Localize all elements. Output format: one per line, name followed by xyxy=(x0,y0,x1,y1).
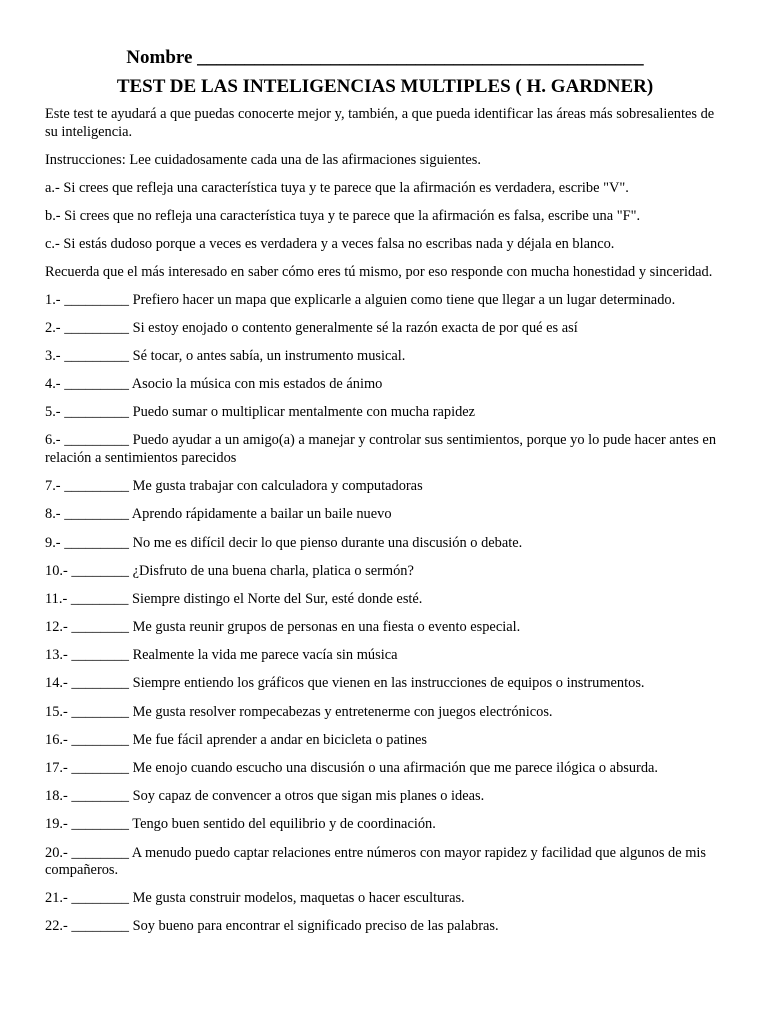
question-text: Me gusta trabajar con calculadora y computadoras xyxy=(132,478,423,495)
question-item xyxy=(45,432,725,467)
question-text: Realmente la vida me parece vacía sin música xyxy=(132,647,398,664)
question-item xyxy=(45,404,725,422)
answer-blank[interactable]: _________ xyxy=(64,404,129,421)
question-item xyxy=(45,845,725,880)
question-text: Puedo sumar o multiplicar mentalmente con mucha rapidez xyxy=(132,404,476,421)
question-number: 3.- xyxy=(45,347,61,364)
question-number: 1.- xyxy=(45,291,61,308)
question-number: 15.- xyxy=(45,703,68,720)
answer-blank[interactable]: ________ xyxy=(71,816,129,833)
question-number: 16.- xyxy=(45,731,68,748)
question-number: 22.- xyxy=(45,918,68,935)
question-text: Soy capaz de convencer a otros que sigan mis planes o ideas. xyxy=(132,788,485,805)
question-number: 9.- xyxy=(45,534,61,551)
answer-blank[interactable]: _________ xyxy=(64,432,129,449)
question-item xyxy=(45,619,725,637)
question-item xyxy=(45,376,725,394)
question-item xyxy=(45,760,725,778)
question-number: 21.- xyxy=(45,890,68,907)
question-item xyxy=(45,348,725,366)
question-item xyxy=(45,704,725,722)
question-text: Me enojo cuando escucho una discusión o una afirmación que me parece ilógica o absurda. xyxy=(132,760,659,776)
question-text: Me fue fácil aprender a andar en bicicleta o patines xyxy=(132,731,428,748)
question-number: 6.- xyxy=(45,432,61,449)
question-text: A menudo puedo captar relaciones entre números con mayor rapidez y facilidad que algunos de mis compañeros. xyxy=(45,844,706,879)
answer-blank[interactable]: _________ xyxy=(64,291,129,308)
question-text: No me es difícil decir lo que pienso durante una discusión o debate. xyxy=(132,534,523,551)
question-number: 12.- xyxy=(45,619,68,636)
question-number: 10.- xyxy=(45,562,68,579)
question-text: Sé tocar, o antes sabía, un instrumento musical. xyxy=(132,347,406,364)
question-item xyxy=(45,675,725,693)
question-item xyxy=(45,563,725,581)
answer-blank[interactable]: _________ xyxy=(64,347,129,364)
answer-blank[interactable]: _________ xyxy=(64,478,129,495)
question-item xyxy=(45,890,725,908)
question-text: Siempre distingo el Norte del Sur, esté donde esté. xyxy=(132,590,423,607)
answer-blank[interactable]: ________ xyxy=(71,619,129,636)
question-number: 11.- xyxy=(45,590,68,607)
question-list xyxy=(45,292,725,936)
question-item xyxy=(45,788,725,806)
question-text: Aprendo rápidamente a bailar un baile nuevo xyxy=(131,506,392,523)
question-item xyxy=(45,647,725,665)
answer-blank[interactable]: _________ xyxy=(64,506,129,523)
answer-blank[interactable]: ________ xyxy=(71,562,129,579)
answer-blank[interactable]: ________ xyxy=(71,890,129,907)
instruction-b: b.- Si crees que no refleja una característica tuya y te parece que la afirmación es falsa, escribe una "F". xyxy=(45,207,641,224)
question-text: Me gusta construir modelos, maquetas o hacer esculturas. xyxy=(132,890,465,907)
question-number: 2.- xyxy=(45,319,61,336)
question-item xyxy=(45,732,725,750)
question-item xyxy=(45,918,725,936)
intro-paragraph: Este test te ayudará a que puedas conocerte mejor y, también, a que pueda identificar las áreas más sobresalientes de su inteligencia. xyxy=(45,106,715,140)
document-title: TEST DE LAS INTELIGENCIAS MULTIPLES ( H. GARDNER) xyxy=(116,76,654,97)
answer-blank[interactable]: _________ xyxy=(64,319,129,336)
answer-blank[interactable]: ________ xyxy=(71,703,129,720)
question-text: Asocio la música con mis estados de ánimo xyxy=(131,376,383,393)
question-number: 4.- xyxy=(45,376,61,393)
question-item xyxy=(45,320,725,338)
question-text: Siempre entiendo los gráficos que vienen en las instrucciones de equipos o instrumentos. xyxy=(132,675,645,692)
question-text: Me gusta resolver rompecabezas y entretenerme con juegos electrónicos. xyxy=(132,703,553,720)
question-text: Me gusta reunir grupos de personas en una fiesta o evento especial. xyxy=(132,619,521,636)
answer-blank[interactable]: ________ xyxy=(71,760,129,776)
question-item xyxy=(45,816,725,834)
question-text: Prefiero hacer un mapa que explicarle a alguien como tiene que llegar a un lugar determinado. xyxy=(132,291,676,308)
reminder-paragraph: Recuerda que el más interesado en saber cómo eres tú mismo, por eso responde con mucha honestidad y sinceridad. xyxy=(45,263,713,280)
name-field-line[interactable]: Nombre _______________________________________________ xyxy=(126,47,644,68)
answer-blank[interactable]: ________ xyxy=(71,647,129,664)
question-number: 7.- xyxy=(45,478,61,495)
answer-blank[interactable]: _________ xyxy=(64,534,129,551)
document-page xyxy=(45,44,725,947)
question-number: 17.- xyxy=(45,760,68,776)
question-item xyxy=(45,506,725,524)
answer-blank[interactable]: _________ xyxy=(64,376,129,393)
answer-blank[interactable]: ________ xyxy=(71,844,129,861)
question-item xyxy=(45,591,725,609)
question-text: Tengo buen sentido del equilibrio y de coordinación. xyxy=(132,816,436,833)
question-number: 18.- xyxy=(45,788,68,805)
question-text: Si estoy enojado o contento generalmente sé la razón exacta de por qué es así xyxy=(132,319,578,336)
question-text: ¿Disfruto de una buena charla, platica o sermón? xyxy=(132,562,414,579)
question-number: 8.- xyxy=(45,506,61,523)
instruction-a: a.- Si crees que refleja una característica tuya y te parece que la afirmación es verdadera, escribe "V". xyxy=(45,179,629,196)
instructions-paragraph: Instrucciones: Lee cuidadosamente cada una de las afirmaciones siguientes. xyxy=(45,151,481,168)
question-item xyxy=(45,535,725,553)
question-number: 19.- xyxy=(45,816,68,833)
question-number: 13.- xyxy=(45,647,68,664)
answer-blank[interactable]: ________ xyxy=(71,918,129,935)
answer-blank[interactable]: ________ xyxy=(71,731,129,748)
answer-blank[interactable]: ________ xyxy=(71,788,129,805)
question-number: 5.- xyxy=(45,404,61,421)
question-text: Soy bueno para encontrar el significado preciso de las palabras. xyxy=(132,918,499,935)
question-number: 20.- xyxy=(45,844,68,861)
question-text: Puedo ayudar a un amigo(a) a manejar y controlar sus sentimientos, porque yo lo pude hacer antes en relación a sentimientos parecidos xyxy=(45,432,717,466)
answer-blank[interactable]: ________ xyxy=(71,675,129,692)
question-number: 14.- xyxy=(45,675,68,692)
answer-blank[interactable]: ________ xyxy=(70,590,129,607)
instruction-c: c.- Si estás dudoso porque a veces es verdadera y a veces falsa no escribas nada y déjala en blanco. xyxy=(45,235,615,252)
question-item xyxy=(45,478,725,496)
question-item xyxy=(45,292,725,310)
